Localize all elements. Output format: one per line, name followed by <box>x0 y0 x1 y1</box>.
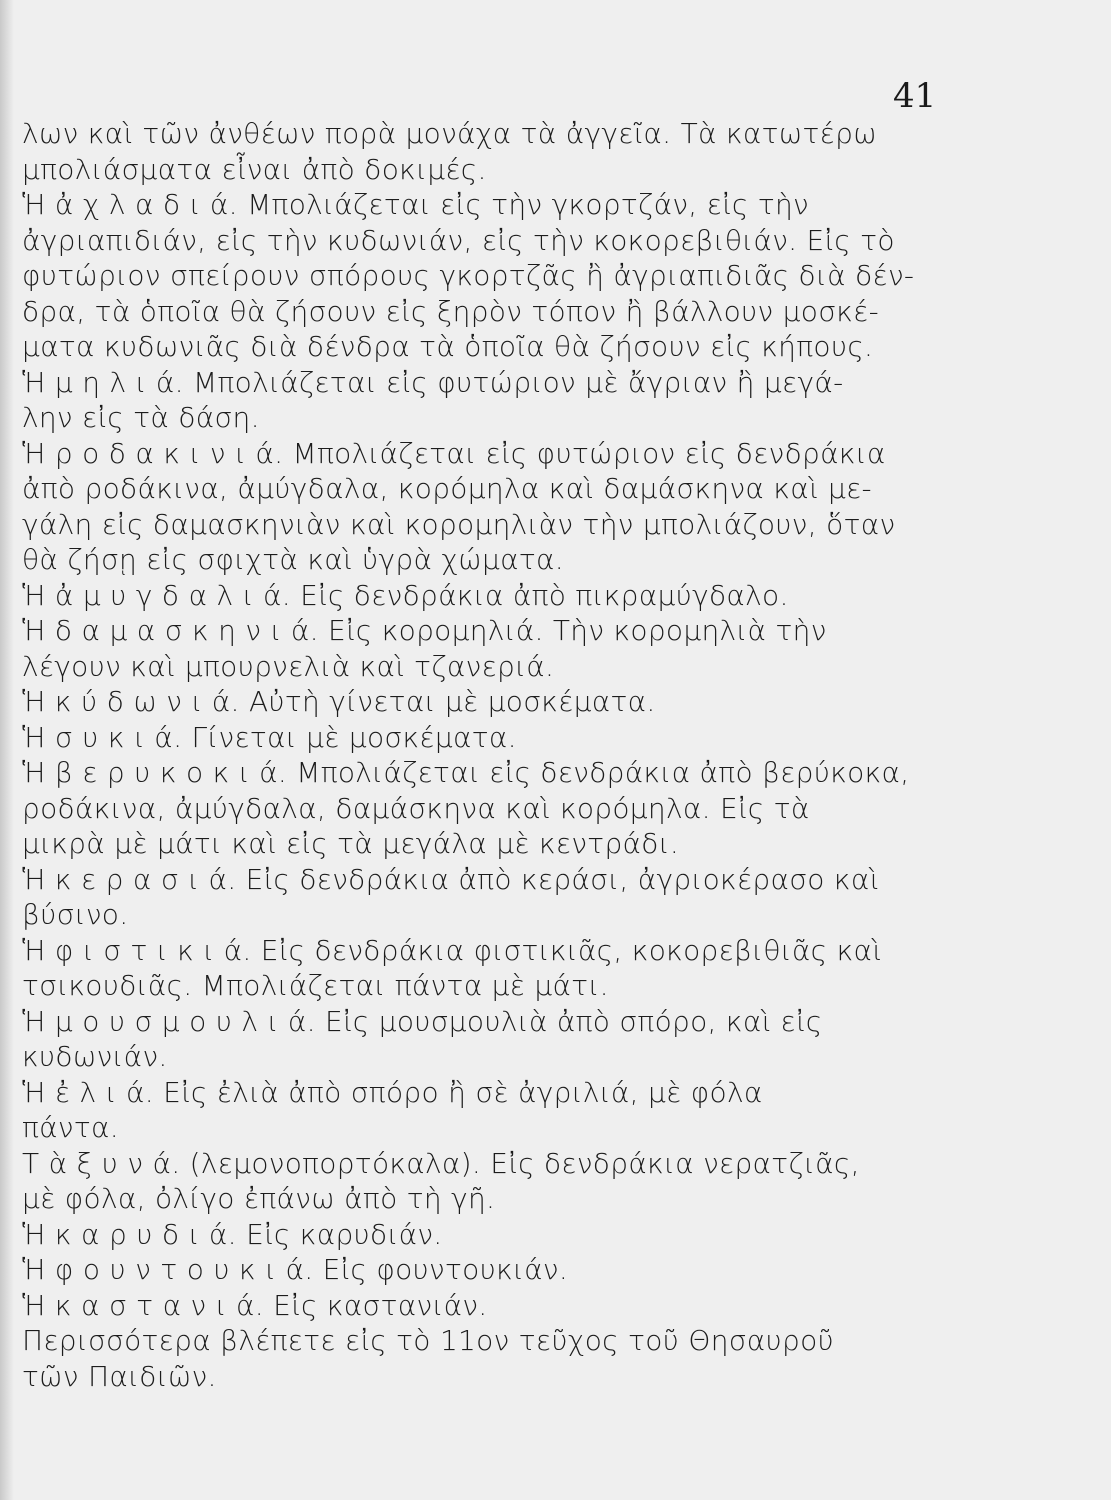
text-line: Ἡ κ α σ τ α ν ι ά. Εἰς καστανιάν. <box>22 1288 488 1322</box>
text-line: Ἡ φ ι σ τ ι κ ι ά. Εἰς δενδράκια φιστικιᾶς, κοκορεβιθιᾶς καὶ <box>22 933 883 967</box>
text-line: Ἡ σ υ κ ι ά. Γίνεται μὲ μοσκέματα. <box>22 720 517 754</box>
text-line: Ἡ μ η λ ι ά. Μπολιάζεται εἰς φυτώριον μὲ ἄγριαν ἢ μεγά- <box>22 365 844 399</box>
text-line: Ἡ κ ε ρ α σ ι ά. Εἰς δενδράκια ἀπὸ κεράσι, ἀγριοκέρασο καὶ <box>22 862 880 896</box>
text-line: Ἡ δ α μ α σ κ η ν ι ά. Εἰς κορομηλιά. Τὴν κορομηλιὰ τὴν <box>22 614 827 647</box>
text-line: μὲ φόλα, ὀλίγο ἐπάνω ἀπὸ τὴ γῆ. <box>22 1182 496 1215</box>
text-line: δρα, τὰ ὁποῖα θὰ ζήσουν εἰς ξηρὸν τόπον ἢ βάλλουν μοσκέ- <box>22 294 880 328</box>
text-line: Ἡ κ α ρ υ δ ι ά. Εἰς καρυδιάν. <box>22 1217 443 1251</box>
text-line: κυδωνιάν. <box>22 1040 168 1073</box>
page-number: 41 <box>893 76 937 116</box>
text-line: Ἡ κ ύ δ ω ν ι ά. Αὐτὴ γίνεται μὲ μοσκέματα. <box>22 685 656 718</box>
text-line: Ἡ ἀ χ λ α δ ι ά. Μπολιάζεται εἰς τὴν γκορτζάν, εἰς τὴν <box>22 188 809 221</box>
text-line: φυτώριον σπείρουν σπόρους γκορτζᾶς ἢ ἀγριαπιδιᾶς διὰ δέν- <box>22 259 915 292</box>
text-line: μικρὰ μὲ μάτι καὶ εἰς τὰ μεγάλα μὲ κεντράδι. <box>22 827 680 860</box>
text-line: Ἡ ἐ λ ι ά. Εἰς ἐλιὰ ἀπὸ σπόρο ἢ σὲ ἀγριλιά, μὲ φόλα <box>22 1075 763 1109</box>
text-line: μπολιάσματα εἶναι ἀπὸ δοκιμές. <box>22 152 487 186</box>
text-line: Ἡ μ ο υ σ μ ο υ λ ι ά. Εἰς μουσμουλιὰ ἀπὸ σπόρο, καὶ εἰς <box>22 1004 823 1038</box>
text-line: Ἡ ἀ μ υ γ δ α λ ι ά. Εἰς δενδράκια ἀπὸ πικραμύγδαλο. <box>22 578 789 612</box>
text-line: λέγουν καὶ μπουρνελιὰ καὶ τζανεριά. <box>22 649 555 683</box>
text-line: ἀπὸ ροδάκινα, ἀμύγδαλα, κορόμηλα καὶ δαμάσκηνα καὶ με- <box>22 472 872 505</box>
text-line: Ἡ β ε ρ υ κ ο κ ι ά. Μπολιάζεται εἰς δενδράκια ἀπὸ βερύκοκα, <box>22 756 910 789</box>
text-line: γάλη εἰς δαμασκηνιὰν καὶ κορομηλιὰν τὴν μπολιάζουν, ὅταν <box>22 507 896 541</box>
text-line: ματα κυδωνιᾶς διὰ δένδρα τὰ ὁποῖα θὰ ζήσουν εἰς κήπους. <box>22 330 874 363</box>
body-text <box>22 116 1092 1394</box>
text-line: ροδάκινα, ἀμύγδαλα, δαμάσκηνα καὶ κορόμηλα. Εἰς τὰ <box>22 791 810 825</box>
text-line: λην εἰς τὰ δάση. <box>22 401 260 434</box>
text-line: τῶν Παιδιῶν. <box>22 1359 217 1393</box>
text-line: θὰ ζήσῃ εἰς σφιχτὰ καὶ ὑγρὰ χώματα. <box>22 543 565 576</box>
text-line: ἀγριαπιδιάν, εἰς τὴν κυδωνιάν, εἰς τὴν κοκορεβιθιάν. Εἰς τὸ <box>22 223 895 257</box>
text-line: Ἡ ρ ο δ α κ ι ν ι ά. Μπολιάζεται εἰς φυτώριον εἰς δενδράκια <box>22 436 886 470</box>
text-line: λων καὶ τῶν ἀνθέων πορὰ μονάχα τὰ ἀγγεῖα. Τὰ κατωτέρω <box>22 117 877 150</box>
text-line: πάντα. <box>22 1111 119 1144</box>
text-line: Τ ὰ ξ υ ν ά. (λεμονοπορτόκαλα). Εἰς δενδράκια νερατζιᾶς, <box>22 1146 860 1180</box>
text-line: Ἡ φ ο υ ν τ ο υ κ ι ά. Εἰς φουντουκιάν. <box>22 1253 569 1286</box>
page-edge-shadow <box>0 0 14 1500</box>
text-line: τσικουδιᾶς. Μπολιάζεται πάντα μὲ μάτι. <box>22 969 609 1002</box>
text-line: Περισσότερα βλέπετε εἰς τὸ 11ον τεῦχος τοῦ Θησαυροῦ <box>22 1324 835 1357</box>
text-line: βύσινο. <box>22 898 129 931</box>
